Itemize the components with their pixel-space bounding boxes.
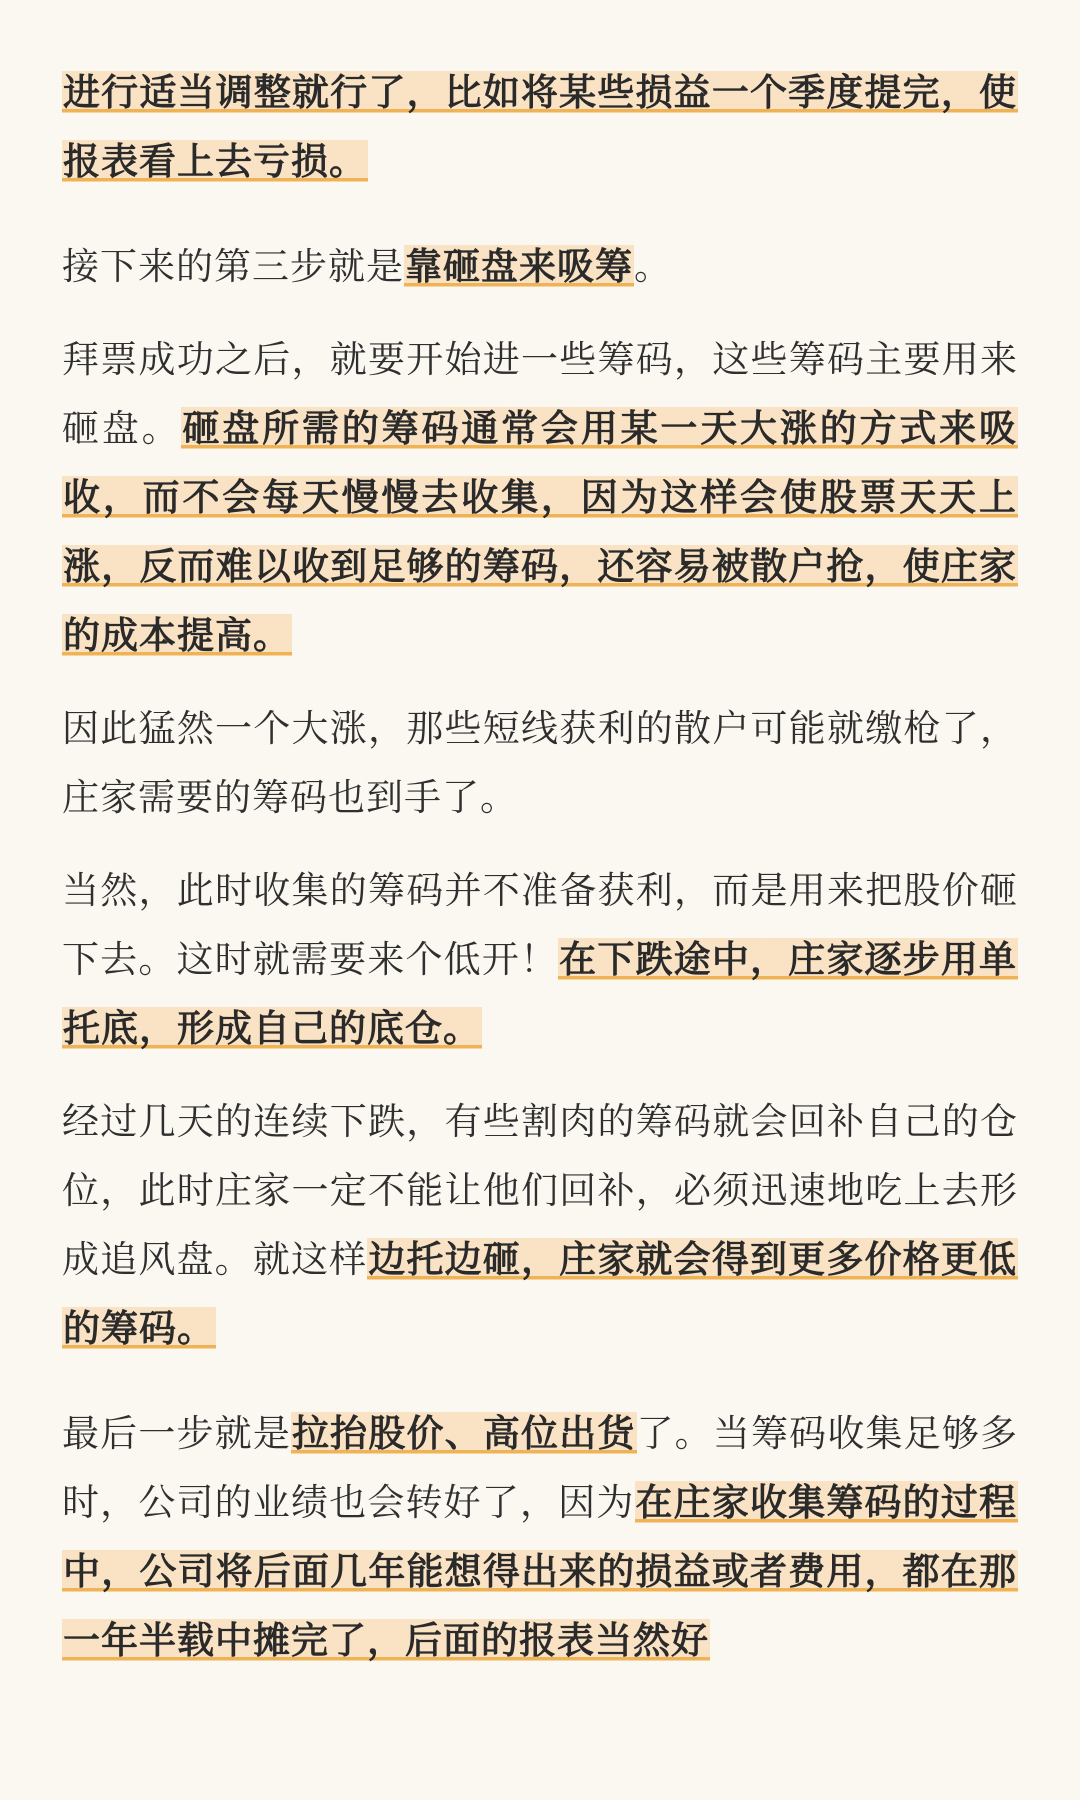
paragraph-2 [62,232,1018,301]
body-text: 当然，此时收集的筹码并不准备获利，而是用来把股价砸下去。这时就需要来个低开！ [62,869,1018,981]
paragraph-5 [62,856,1018,1063]
highlighted-text: 进行适当调整就行了，比如将某些损益一个季度提完，使报表看上去亏损。 [63,71,1017,183]
highlighted-text: 靠砸盘来吸筹 [405,245,633,288]
body-text: 接下来的第三步就是 [62,245,404,288]
paragraph-4 [62,694,1018,832]
paragraph-6 [62,1087,1018,1363]
highlighted-text: 在下跌途中，庄家逐步用单托底，形成自己的底仓。 [63,938,1018,1050]
body-text: 因此猛然一个大涨，那些短线获利的散户可能就缴枪了，庄家需要的筹码也到手了。 [62,707,1018,819]
body-text: 。 [634,245,672,288]
body-text: 最后一步就是 [62,1412,291,1455]
body-text: 了。当筹码收集足够多时，公司的业绩也会转好了，因为 [62,1412,1018,1524]
paragraph-7 [62,1399,1018,1675]
highlighted-text: 边托边砸，庄家就会得到更多价格更低的筹码。 [63,1238,1018,1350]
body-text: 经过几天的连续下跌，有些割肉的筹码就会回补自己的仓位，此时庄家一定不能让他们回补，必须迅速地吃上去形成追风盘。就这样 [62,1100,1018,1281]
body-text: 拜票成功之后，就要开始进一些筹码，这些筹码主要用来砸盘。 [62,338,1018,450]
paragraph-1 [62,58,1018,196]
article-body [62,58,1018,1675]
paragraph-3 [62,325,1018,670]
highlighted-text: 砸盘所需的筹码通常会用某一天大涨的方式来吸收，而不会每天慢慢去收集，因为这样会使股票天天上涨，反而难以收到足够的筹码，还容易被散户抢，使庄家的成本提高。 [63,407,1018,657]
highlighted-text: 在庄家收集筹码的过程中，公司将后面几年能想得出来的损益或者费用，都在那一年半载中摊完了，后面的报表当然好 [63,1481,1017,1662]
highlighted-text: 拉抬股价、高位出货 [292,1412,636,1455]
